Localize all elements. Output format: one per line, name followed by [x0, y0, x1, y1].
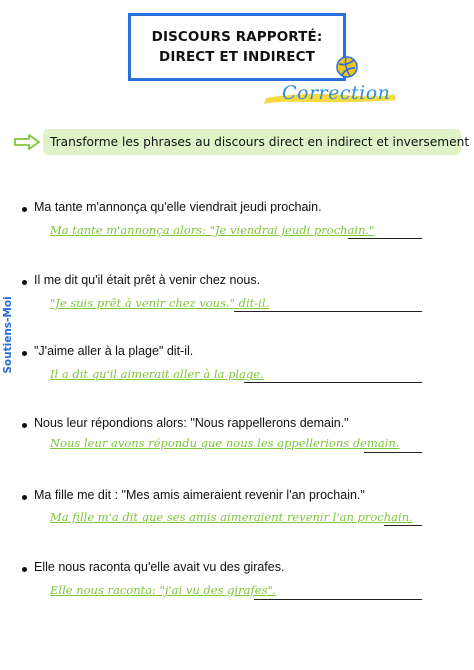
exercise-sentence: Il me dit qu'il était prêt à venir chez nous.	[34, 273, 261, 287]
exercise-answer: Ma fille m'a dit que ses amis aimeraient revenir l'an prochain.	[50, 510, 413, 524]
title-line-1: DISCOURS RAPPORTÉ:	[151, 29, 323, 45]
answer-line	[234, 311, 422, 312]
instruction-banner: Transforme les phrases au discours direct en indirect et inversement	[43, 129, 461, 155]
exercise-sentence: Ma fille me dit : "Mes amis aimeraient revenir l'an prochain."	[34, 488, 365, 502]
answer-line	[348, 238, 422, 239]
bullet	[22, 567, 27, 572]
exercise-answer: "Je suis prêt à venir chez vous." dit-il.	[50, 296, 270, 310]
exercise-answer: Il a dit qu'il aimerait aller à la plage.	[50, 367, 264, 381]
exercise-sentence: Elle nous raconta qu'elle avait vu des girafes.	[34, 560, 285, 574]
side-brand-label: Soutiens-Moi	[2, 296, 14, 374]
answer-line	[244, 382, 422, 383]
bullet	[22, 207, 27, 212]
volleyball-icon	[336, 56, 358, 78]
exercise-sentence: Nous leur répondions alors: "Nous rappellerons demain."	[34, 416, 349, 430]
answer-line	[384, 525, 422, 526]
bullet	[22, 423, 27, 428]
exercise-answer: Ma tante m'annonça alors: "Je viendrai jeudi prochain."	[50, 223, 375, 237]
bullet	[22, 280, 27, 285]
answer-line	[364, 452, 422, 453]
arrow-right-icon	[14, 134, 40, 150]
exercise-answer: Elle nous raconta: "j'ai vu des girafes".	[50, 583, 277, 597]
exercise-sentence: "J'aime aller à la plage" dit-il.	[34, 344, 194, 358]
exercise-answer: Nous leur avons répondu que nous les appellerions demain.	[50, 436, 400, 450]
answer-line	[254, 599, 422, 600]
title-line-2: DIRECT ET INDIRECT	[159, 49, 315, 65]
bullet	[22, 351, 27, 356]
bullet	[22, 495, 27, 500]
exercise-sentence: Ma tante m'annonça qu'elle viendrait jeudi prochain.	[34, 200, 322, 214]
correction-stamp: Correction	[282, 82, 391, 104]
title-box	[128, 13, 346, 81]
